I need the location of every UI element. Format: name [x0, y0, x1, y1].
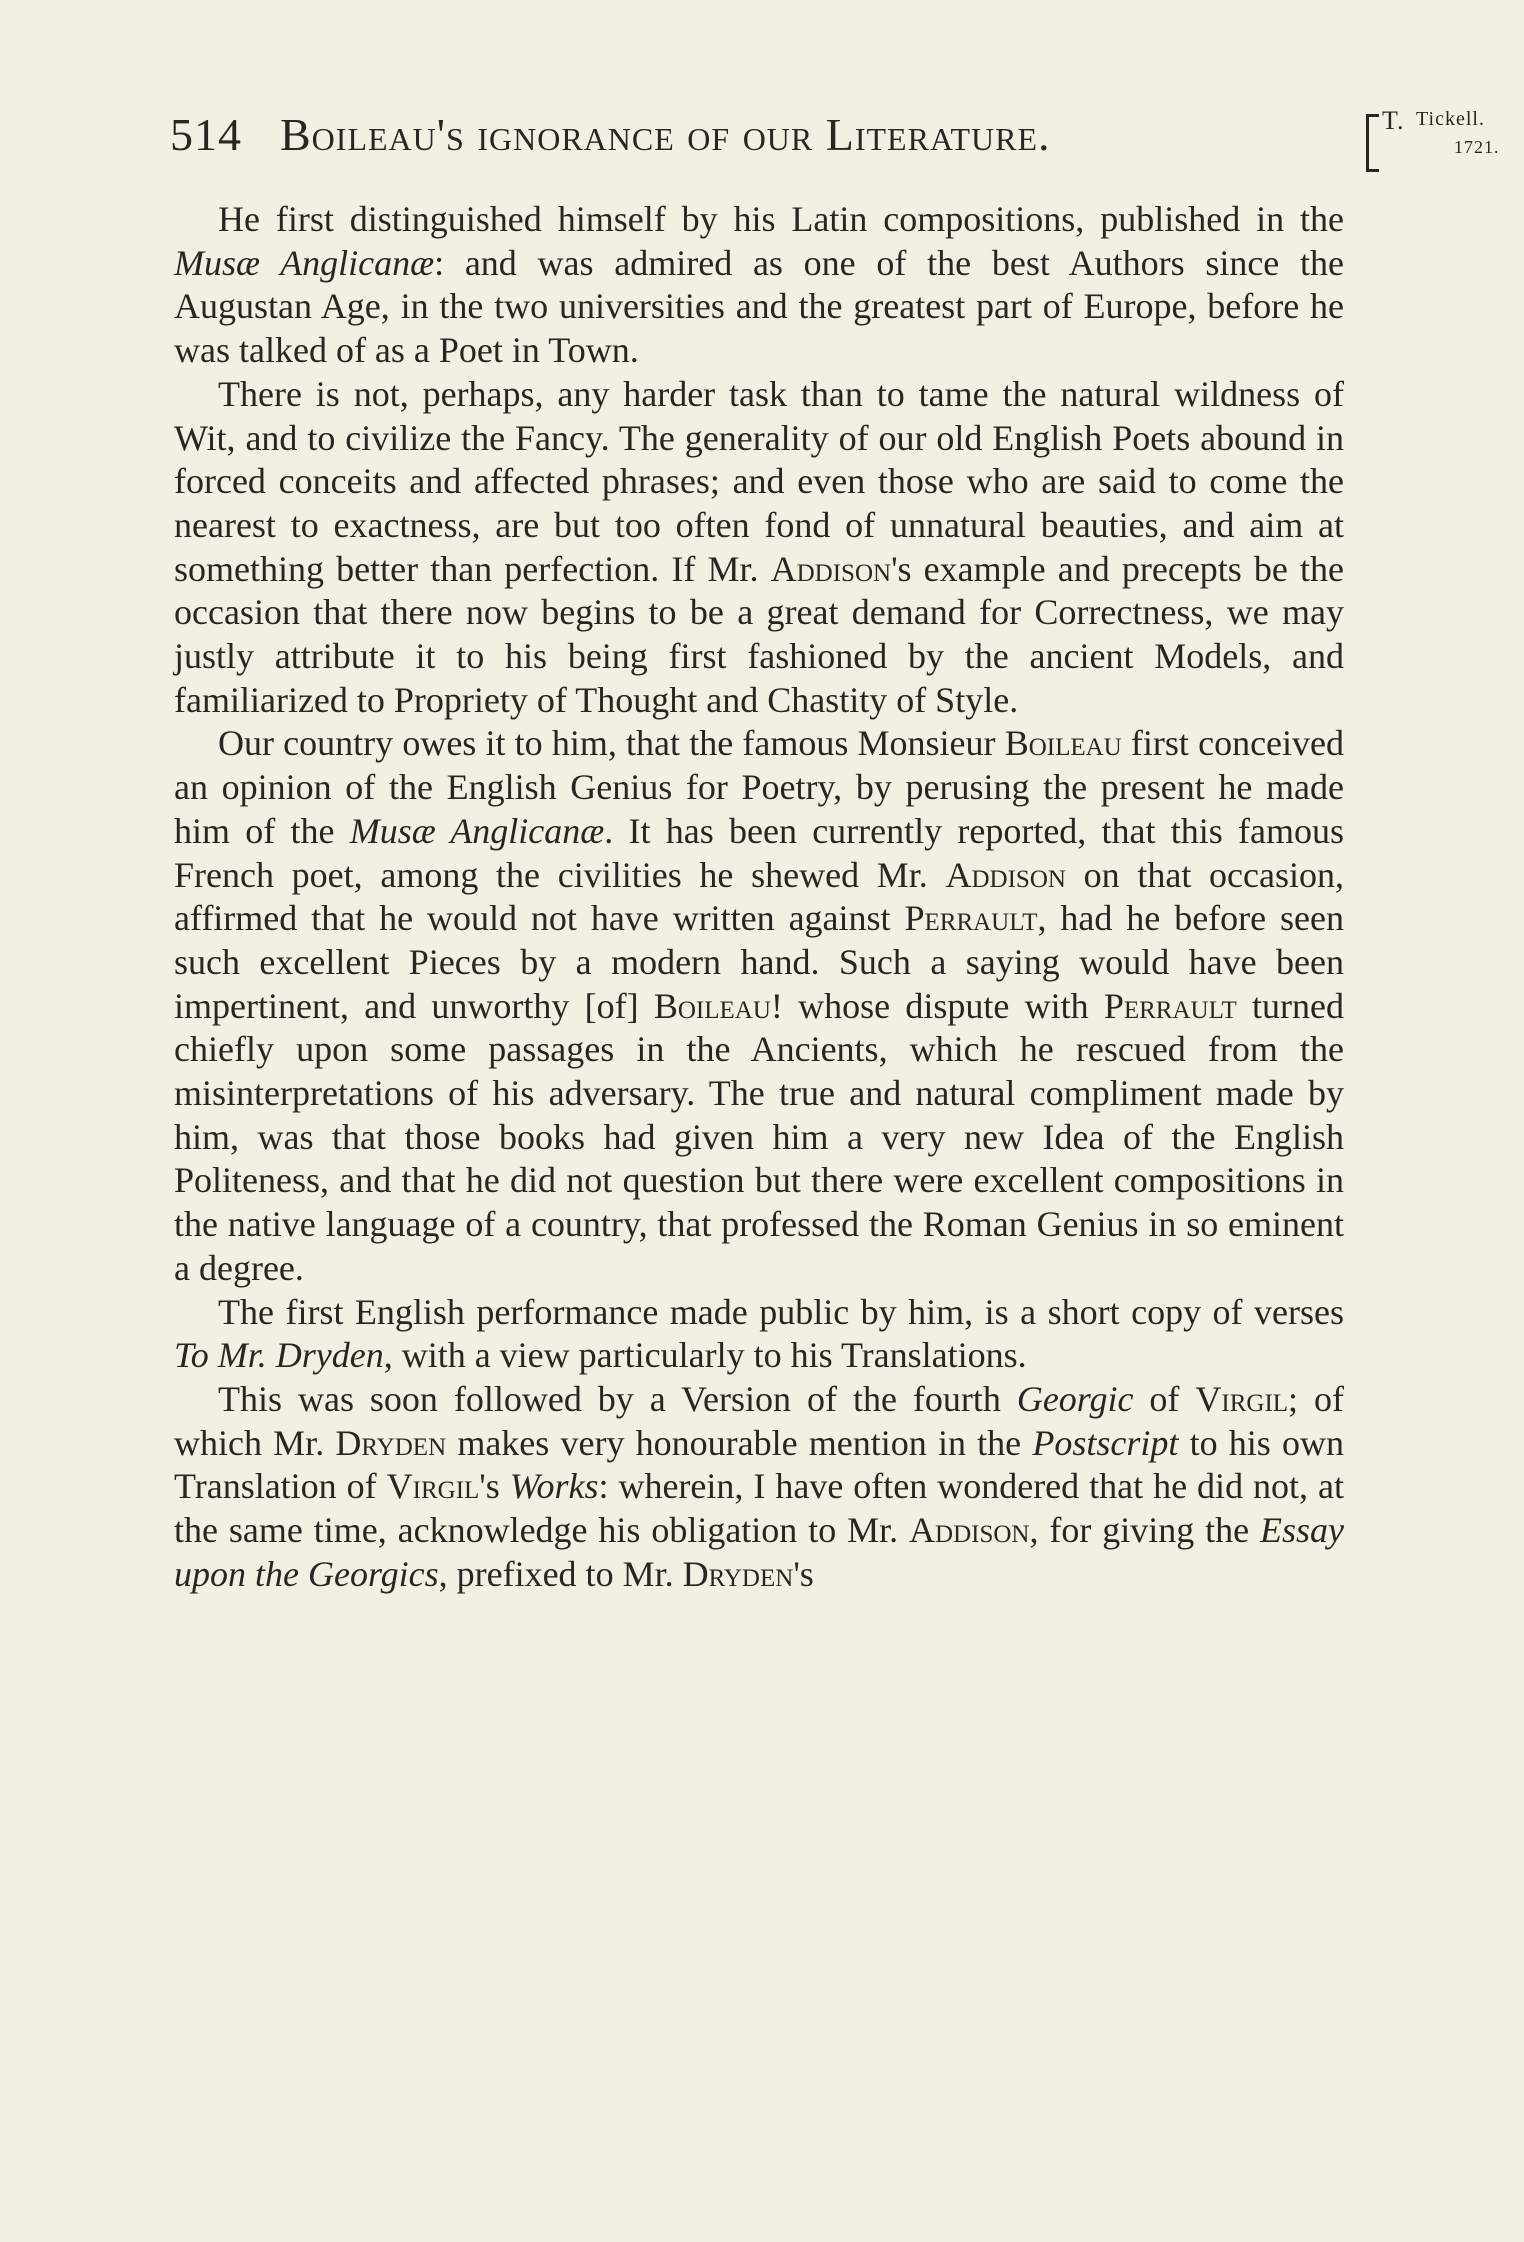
small-caps-name: Addison [945, 854, 1066, 895]
paragraph [174, 722, 1344, 1290]
author-initial: T. [1382, 106, 1405, 135]
text-run: , for giving the [1029, 1510, 1261, 1551]
small-caps-name: Perrault [904, 898, 1038, 939]
small-caps-name: Virgil [386, 1466, 480, 1507]
small-caps-name: Perrault [1103, 985, 1237, 1026]
text-run: , with a view particularly to his Translations. [383, 1335, 1027, 1376]
italic-text: To Mr. Dryden [174, 1335, 384, 1376]
text-run: 's example and precepts be the occasion that there now begins to be a great demand for Correctness, we may justly attribute it to his being first fashioned by the ancient Models, and familiarized to Propriety of Thought and Chastity of Style. [174, 548, 1345, 720]
small-caps-name: Addison [909, 1510, 1030, 1551]
text-run: There is not, perhaps, any harder task than to tame the natural wildness of Wit, and to civilize the Fancy. The generality of our old English Poets abound in forced conceits and affected phrases; and even those who are said to come the nearest to exactness, are but too often fond of unnatural beauties, and aim at something better than perfection. If Mr. [174, 373, 1344, 589]
text-run: on that occasion, affirmed that he would not have written against [174, 854, 1345, 939]
paragraph [174, 1378, 1344, 1597]
text-run: The first English performance made public by him, is a short copy of verses [218, 1291, 1344, 1332]
bracket-mark [1366, 114, 1379, 172]
paragraph [174, 1291, 1344, 1378]
text-run: first conceived an opinion of the English Genius for Poetry, by perusing the present he made him of the [174, 723, 1344, 851]
publication-year: 1721. [1454, 137, 1500, 157]
italic-text: Musæ Anglicanæ [349, 810, 605, 851]
small-caps-name: Virgil [1195, 1378, 1289, 1419]
author-name: Tickell. [1416, 108, 1485, 130]
italic-text: Works [509, 1466, 599, 1507]
text-run: 's [479, 1466, 510, 1507]
body-text [174, 198, 1344, 1597]
small-caps-name: Boileau [1004, 723, 1122, 764]
text-run: of [1133, 1378, 1196, 1419]
text-run: to his own Translation of [174, 1422, 1344, 1507]
text-run: Our country owes it to him, that the famous Monsieur [218, 723, 1005, 764]
text-run: This was soon followed by a Version of the fourth [218, 1378, 1017, 1419]
text-run: makes very honourable mention in the [446, 1422, 1033, 1463]
small-caps-name: Boileau [653, 985, 771, 1026]
small-caps-name: Dryden [682, 1553, 794, 1594]
italic-text: Essay upon the Georgics [174, 1510, 1345, 1594]
text-run: He first distinguished himself by his Latin compositions, published in the [218, 199, 1344, 239]
text-run: : wherein, I have often wondered that he did not, at the same time, acknowledge his obligation to Mr. [174, 1466, 1345, 1551]
paragraph [174, 198, 1344, 373]
running-head: Boileau's ignorance of our Literature. [280, 109, 1051, 160]
text-run: turned chiefly upon some passages in the Ancients, which he rescued from the misinterpretations of his adversary. The true and natural compliment made by him, was that those books had given him a very new Idea of the English Politeness, and that he did not question but there were excellent compositions in the native language of a country, that professed the Roman Genius in so eminent a degree. [174, 985, 1345, 1288]
text-run: 's [793, 1553, 814, 1594]
text-run: . It has been currently reported, that this famous French poet, among the civilities he shewed Mr. [174, 810, 1344, 895]
small-caps-name: Dryden [335, 1422, 447, 1463]
italic-text: Musæ Anglicanæ [174, 242, 435, 283]
page-number: 514 [170, 109, 242, 160]
italic-text: Postscript [1032, 1422, 1179, 1463]
side-note [1382, 102, 1522, 172]
paragraph [174, 373, 1344, 723]
small-caps-name: Addison [770, 548, 892, 589]
text-run: ! whose dispute with [770, 985, 1104, 1026]
text-run: , prefixed to Mr. [438, 1553, 683, 1594]
italic-text: Georgic [1016, 1378, 1134, 1419]
text-run: : and was admired as one of the best Authors since the Augustan Age, in the two universities and the greatest part of Europe, before he was talked of as a Poet in Town. [174, 242, 1345, 371]
text-run: , had he before seen such excellent Pieces by a modern hand. Such a saying would have been impertinent, and unworthy [of] [174, 898, 1345, 1026]
page-header [170, 100, 1500, 170]
text-run: ; of which Mr. [174, 1378, 1344, 1463]
